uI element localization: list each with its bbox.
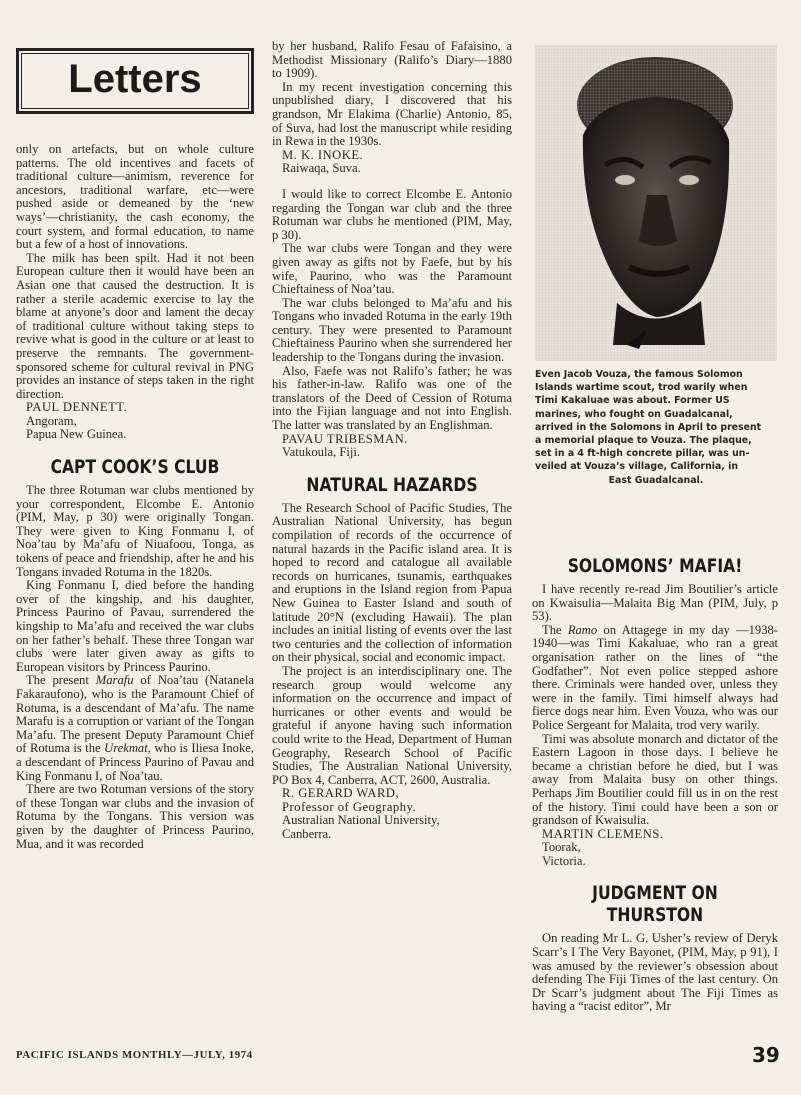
caption-line: Islands wartime scout, trod warily when bbox=[535, 382, 748, 394]
text-run: The present bbox=[26, 673, 96, 688]
letter-place: Angoram, bbox=[26, 413, 77, 428]
paragraph bbox=[532, 624, 778, 733]
letter-signature: R. GERARD WARD, bbox=[282, 786, 400, 801]
paragraph: King Fonmanu I, died before the handing over of the kingship, and his daughter, Princess Paurino of Pavau, surrendered the kingship to Ma’afu and received the war clubs on her father’s behalf. These three Tongan war clubs were later given away as gifts to European visitors by Princess Paurino. bbox=[16, 578, 254, 674]
letter-signature: MARTIN CLEMENS. bbox=[542, 826, 664, 841]
letter-place: Victoria. bbox=[542, 853, 586, 868]
section-heading-solomons-mafia: SOLOMONS’ MAFIA! bbox=[567, 555, 743, 577]
paragraph: The Research School of Pacific Studies, The Australian National University, has begun compilation of records of the occurrence of natural hazards in the Pacific island area. It is hoped to record and catalogue all available records on hurricanes, tsunamis, earthquakes and eruptions in the Island region from Papua New Guinea to Easter Island and south of latitude 20°N (excluding Hawaii). The plan includes an initial listing of events over the last two centuries and the collection of information on their physical, social and economic impact. bbox=[272, 500, 512, 665]
paragraph: I have recently re-read Jim Boutilier’s article on Kwaisulia—Malaita Big Man (PIM, July, p 53). bbox=[532, 582, 778, 624]
paragraph: Also, Faefe was not Ralifo’s father; he was his father-in-law. Ralifo was one of the translators of the Deed of Cession of Rotuma into the Fijian language and not into English. The latter was translated by an Englishman. bbox=[272, 363, 512, 433]
text-run: who is Iliesa Inoke, a descendant of Princess Paurino of Pavau and King Fonmanu I, of Noa’tau. bbox=[16, 741, 254, 783]
page-number: 39 bbox=[752, 1043, 780, 1067]
paragraph: Timi was absolute monarch and dictator of the Eastern Lagoon in those days. I believe he became a christian before he died, but I was away from Malaita busy on other things. Perhaps Jim Boutilier could fill us in on the rest of the history. Timi could have been a son or grandson of Kwaisulia. bbox=[532, 731, 778, 828]
paragraph: The war clubs were Tongan and they were given away as gifts not by Faefe, but by his wife, Paurino, who was the Paramount Chieftainess of Noa’tau. bbox=[272, 241, 512, 297]
caption-line: a memorial plaque to Vouza. The plaque, bbox=[535, 435, 752, 447]
letter-signature: M. K. INOKE. bbox=[282, 147, 364, 162]
paragraph: The project is an interdisciplinary one. The research group would welcome any information on the occurrence and impact of hurricanes or other events and would be grateful if anyone having such information could write to the Head, Department of Human Geography, Research School of Pacific Studies, The Australian National University, PO Box 4, Canberra, ACT, 2600, Australia. bbox=[272, 663, 512, 787]
column-1 bbox=[16, 143, 254, 851]
paragraph: by her husband, Ralifo Fesau of Fafaisino, a Methodist Missionary (Ralifo’s Diary—1880 to 1909). bbox=[272, 39, 512, 81]
publication-footer: PACIFIC ISLANDS MONTHLY—JULY, 1974 bbox=[16, 1049, 253, 1061]
column-2 bbox=[272, 40, 512, 842]
column-3 bbox=[532, 555, 778, 1014]
letter-signature: PAVAU TRIBESMAN. bbox=[282, 431, 408, 446]
paragraph: On reading Mr L. G. Usher’s review of Deryk Scarr’s I The Very Bayonet, (PIM, May, p 91), I was amused by the reviewer’s obsession about defending The Fiji Times of the last century. On Dr Scarr’s judgment about The Fiji Times as having a “racist editor”, Mr bbox=[532, 931, 778, 1014]
caption-line: East Guadalcanal. bbox=[608, 474, 704, 486]
caption-line: Timi Kakaluae was about. Former US bbox=[535, 395, 730, 407]
portrait-photo bbox=[535, 45, 777, 361]
letter-place: Vatukoula, Fiji. bbox=[282, 445, 361, 460]
paragraph: The milk has been spilt. Had it not been European culture then it would have been an Asian one that caused the destruction. It is rather a sterile academic exercise to lay the blame at anyone’s door and lament the decay of traditional culture without taking steps to revive what is good in the culture or at least to preserve the remnants. The government-sponsored scheme for cultural revival in PNG provides an instance of steps taken in the right direction. bbox=[16, 250, 254, 401]
italic-term: Marafu bbox=[95, 673, 134, 688]
portrait-illustration bbox=[535, 45, 777, 361]
letter-place: Australian National University, bbox=[282, 813, 440, 828]
caption-line: Even Jacob Vouza, the famous Solomon bbox=[535, 369, 743, 380]
page-title: Letters bbox=[68, 57, 202, 101]
caption-line: arrived in the Solomons in April to present bbox=[535, 421, 762, 433]
text-run: The bbox=[542, 622, 568, 637]
paragraph bbox=[16, 674, 254, 783]
section-heading-capt-cooks-club: CAPT COOK’S CLUB bbox=[50, 456, 220, 479]
caption-line: set in a 4 ft-high concrete pillar, was un- bbox=[535, 448, 750, 460]
italic-term: Urekmat, bbox=[104, 741, 151, 756]
paragraph: I would like to correct Elcombe E. Antonio regarding the Tongan war club and the three Rotuman war clubs he mentioned (PIM, May, p 30). bbox=[272, 186, 512, 242]
letter-signature-title: Professor of Geography. bbox=[282, 799, 417, 814]
paragraph: In my recent investigation concerning this unpublished diary, I discovered that his grandson, Mr Elakima (Charlie) Antonio, 85, of Suva, had lost the manuscript while residing in Rewa in the 1930s. bbox=[272, 79, 512, 149]
letters-header-box bbox=[16, 48, 254, 114]
paragraph: The war clubs belonged to Ma’afu and his Tongans who invaded Rotuma in the early 19th century. They were presented to Paramount Chieftainess Paurino when she surrendered her leadership to the Tongans during the invasion. bbox=[272, 295, 512, 365]
letter-place: Toorak, bbox=[542, 840, 581, 855]
caption-line: marines, who fought on Guadalcanal, bbox=[535, 408, 733, 420]
photo-caption bbox=[535, 368, 777, 487]
paragraph: There are two Rotuman versions of the story of these Tongan war clubs and the invasion of Rotuma by the Tongans. This version was given by the daughter of Princess Paurino, Mua, and it was recorded bbox=[16, 782, 254, 851]
section-heading-natural-hazards: NATURAL HAZARDS bbox=[306, 473, 478, 496]
letter-signature: PAUL DENNETT. bbox=[26, 400, 128, 415]
text-run: of Noa’tau (Natanela Fakaraufono), who is the Paramount Chief of Rotuma, is a descendant of Ma’afu. The name Marafu is a corruption or variant of the Tongan Ma’afu. The present Deputy Paramount Chief of Rotuma is the bbox=[16, 673, 254, 756]
letter-place: Papua New Guinea. bbox=[26, 427, 127, 442]
text-run: on Attagege in my day —1938-1940—was Timi Kakaluae, who ran a great organisation rather on the lines of “the Godfather”. Not even police stepped ashore there. Criminals were handed over, unless they were in the family. Timi himself always had fierce dogs near him. Even Vouza, who was our Police Sergeant for Malaita, trod very warily. bbox=[532, 622, 778, 732]
paragraph: only on artefacts, but on whole culture patterns. The old incentives and facets of traditional culture—animism, reverence for ancestors, traditional warfare, etc—were pushed aside or demeaned by the ‘new ways’—christianity, the cash economy, the court system, and formal education, to name but a few of a host of innovations. bbox=[16, 142, 254, 252]
letter-place: Canberra. bbox=[282, 827, 332, 842]
paragraph: The three Rotuman war clubs mentioned by your correspondent, Elcombe E. Antonio (PIM, May, p 30) were originally Tongan. They were given to King Fonmanu I, of Noa’tau by Ma’afu of Niuafoou, Tonga, as tokens of peace and friendship, after he and his Tongans invaded Rotuma in the 1820s. bbox=[16, 483, 254, 579]
caption-line: veiled at Vouza’s village, California, in bbox=[535, 461, 739, 473]
italic-term: Ramo bbox=[567, 622, 598, 637]
letter-place: Raiwaqa, Suva. bbox=[282, 161, 361, 176]
section-heading-judgment-on-thurston: JUDGMENT ON THURSTON bbox=[592, 882, 718, 927]
